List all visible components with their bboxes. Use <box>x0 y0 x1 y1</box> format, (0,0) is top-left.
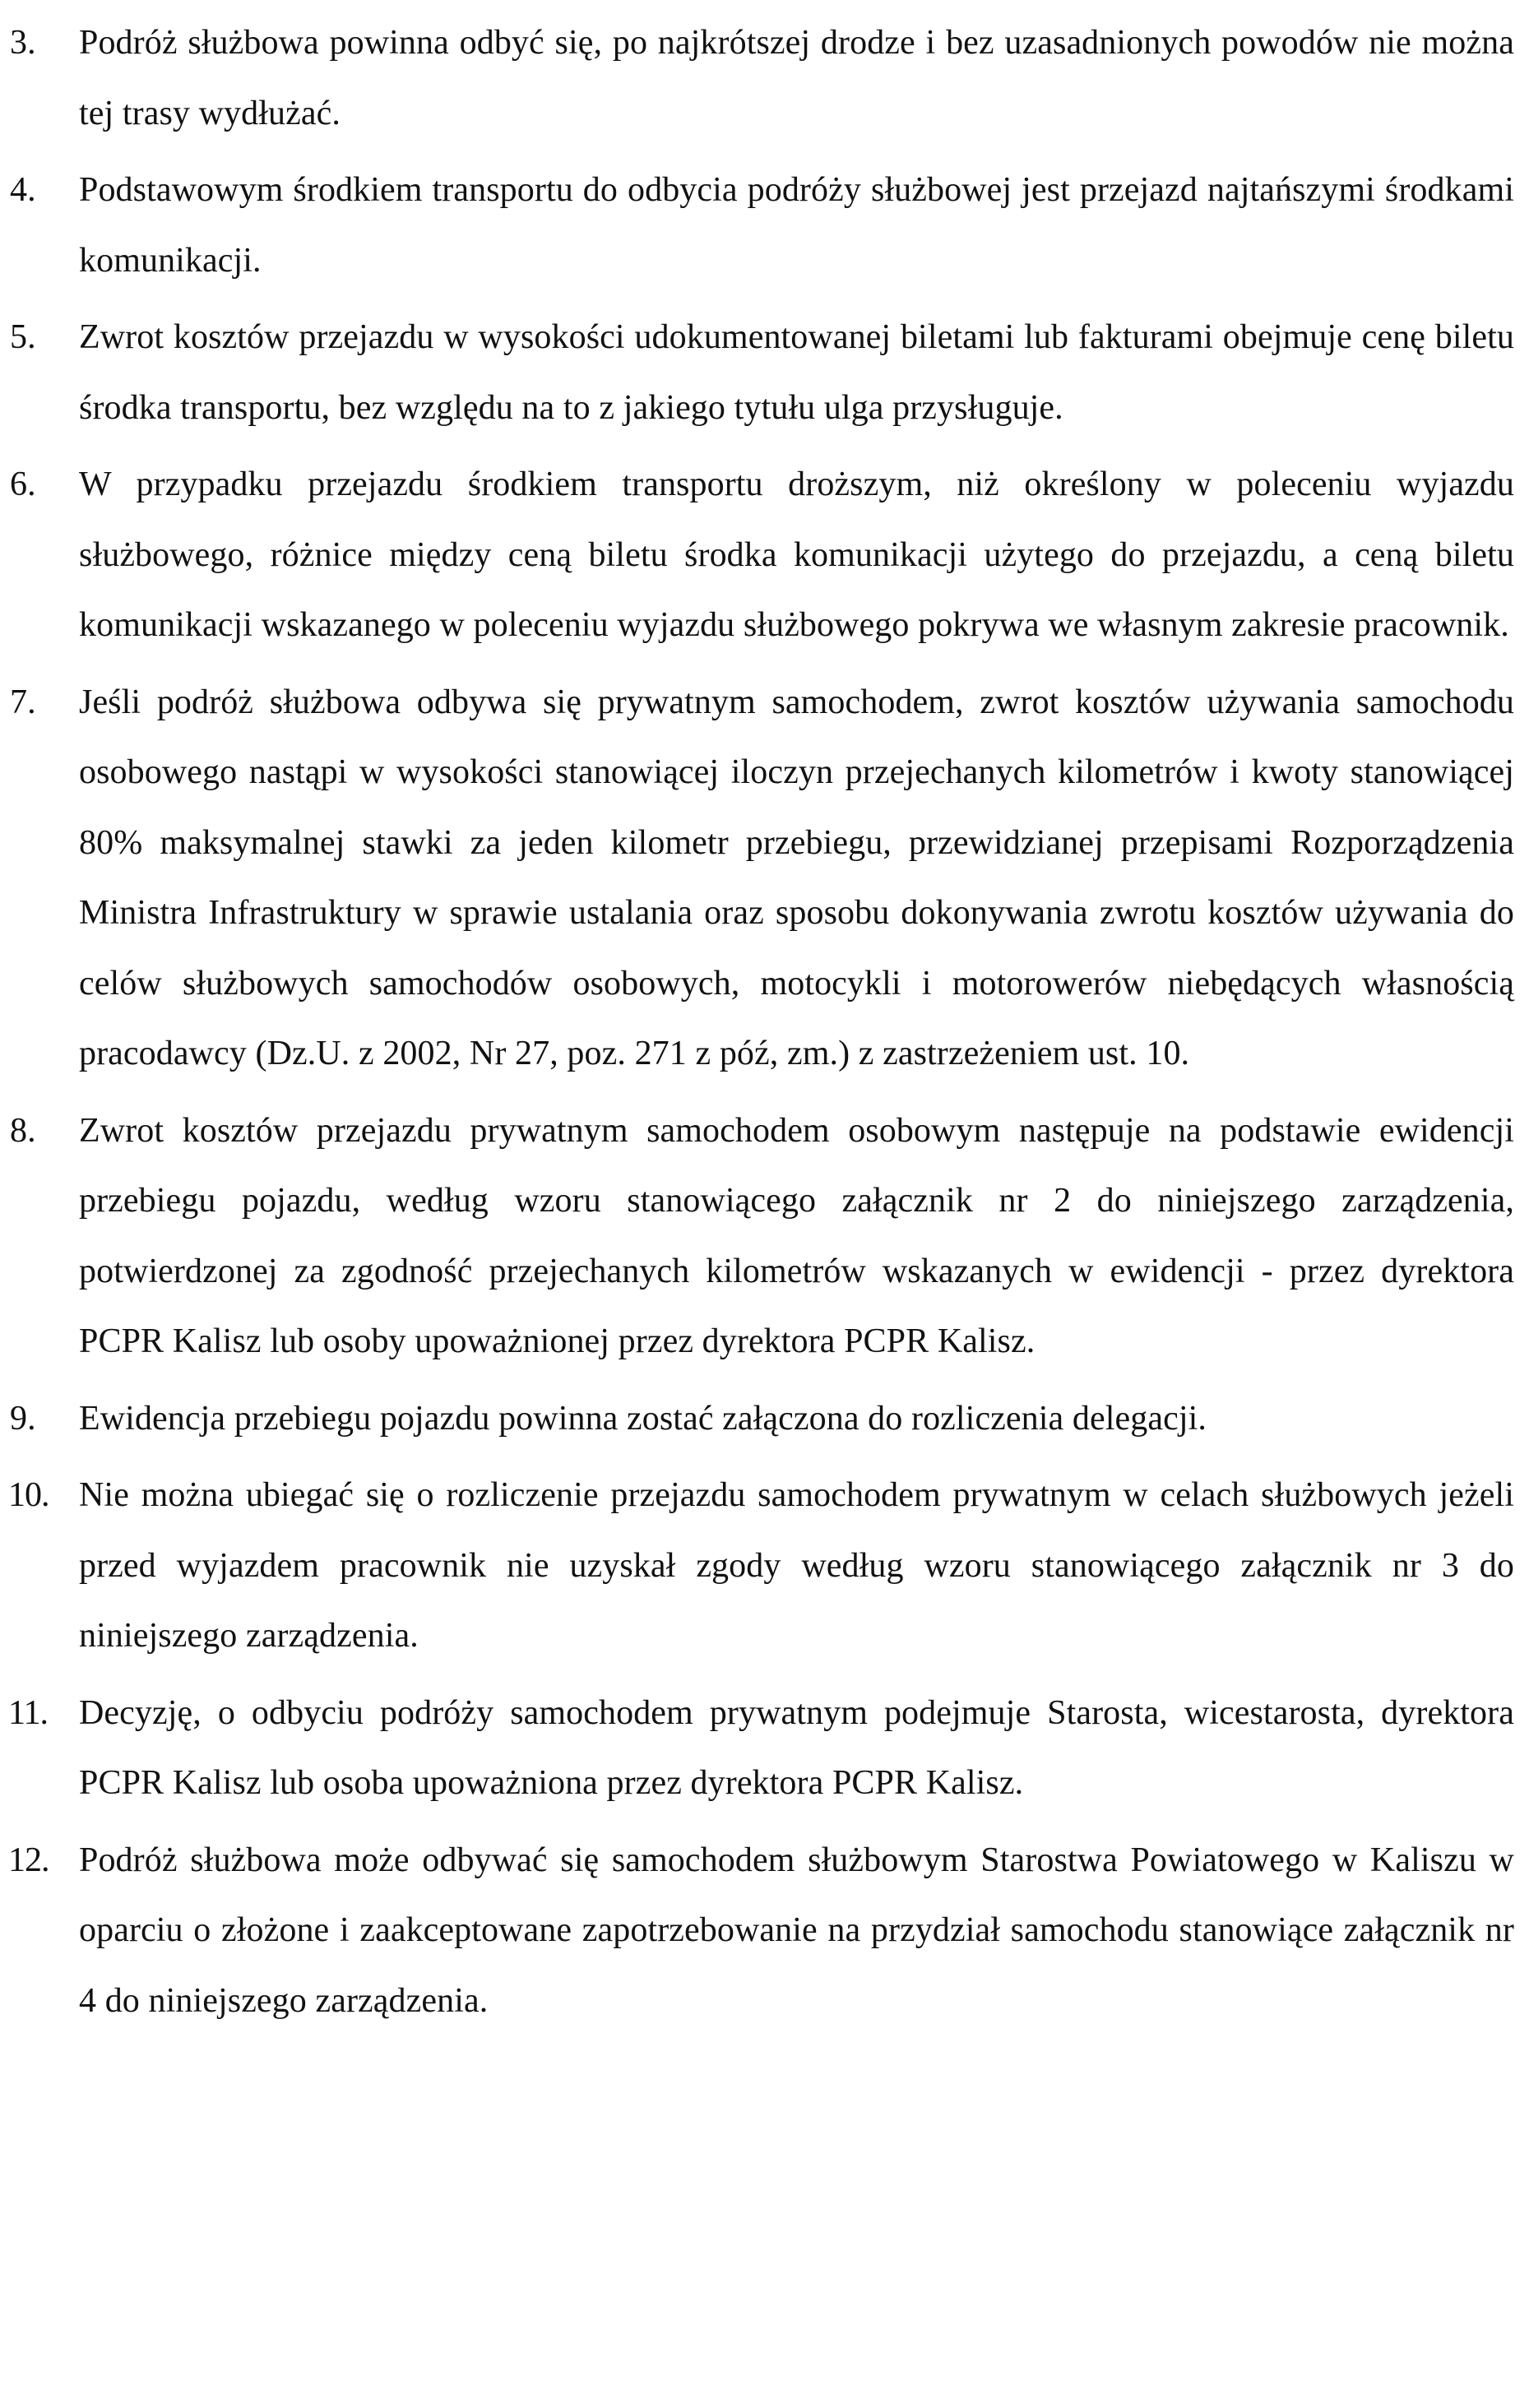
item-number: 6. <box>10 465 36 503</box>
list-item <box>0 8 1529 149</box>
item-number: 4. <box>10 171 36 209</box>
list-item <box>0 1461 1529 1672</box>
item-number: 10. <box>8 1476 49 1514</box>
list-item <box>0 1826 1529 2037</box>
item-number: 11. <box>8 1693 48 1732</box>
item-text: W przypadku przejazdu środkiem transportu droższym, niż określony w poleceniu wyjazdu służbowego, różnice między ceną biletu środka komunikacji użytego do przejazdu, a ceną biletu komunikacji wskazanego w poleceniu wyjazdu służbowego pokrywa we własnym zakresie pracownik. <box>79 465 1514 644</box>
item-number: 3. <box>10 24 36 62</box>
list-item <box>0 155 1529 296</box>
item-text: Nie można ubiegać się o rozliczenie przejazdu samochodem prywatnym w celach służbowych jeżeli przed wyjazdem pracownik nie uzyskał zgody według wzoru stanowiącego załącznik nr 3 do niniejszego zarządzenia. <box>79 1476 1514 1655</box>
item-number: 9. <box>10 1399 36 1438</box>
item-text: Jeśli podróż służbowa odbywa się prywatnym samochodem, zwrot kosztów używania samochodu osobowego nastąpi w wysokości stanowiącej iloczyn przejechanych kilometrów i kwoty stanowiącej 80% maksymalnej stawki za jeden kilometr przebiegu, przewidzianej przepisami Rozporządzenia Ministra Infrastruktury w sprawie ustalania oraz sposobu dokonywania zwrotu kosztów używania do celów służbowych samochodów osobowych, motocykli i motorowerów niebędących własnością pracodawcy (Dz.U. z 2002, Nr 27, poz. 271 z póź, zm.) z zastrzeżeniem ust. 10. <box>79 683 1514 1072</box>
list-item <box>0 668 1529 1090</box>
list-item <box>0 1679 1529 1819</box>
item-text: Ewidencja przebiegu pojazdu powinna zostać załączona do rozliczenia delegacji. <box>79 1399 1207 1438</box>
list-item <box>0 1096 1529 1378</box>
list-item <box>0 1384 1529 1455</box>
item-number: 8. <box>10 1111 36 1150</box>
item-text: Podróż służbowa może odbywać się samochodem służbowym Starostwa Powiatowego w Kaliszu w oparciu o złożone i zaakceptowane zapotrzebowanie na przydział samochodu stanowiące załącznik nr 4 do niniejszego zarządzenia. <box>79 1841 1514 2020</box>
item-text: Decyzję, o odbyciu podróży samochodem prywatnym podejmuje Starosta, wicestarosta, dyrektora PCPR Kalisz lub osoba upoważniona przez dyrektora PCPR Kalisz. <box>79 1693 1514 1802</box>
item-text: Podstawowym środkiem transportu do odbycia podróży służbowej jest przejazd najtańszymi środkami komunikacji. <box>79 171 1514 280</box>
item-text: Zwrot kosztów przejazdu w wysokości udokumentowanej biletami lub fakturami obejmuje cenę biletu środka transportu, bez względu na to z jakiego tytułu ulga przysługuje. <box>79 318 1514 427</box>
item-text: Podróż służbowa powinna odbyć się, po najkrótszej drodze i bez uzasadnionych powodów nie można tej trasy wydłużać. <box>79 24 1514 132</box>
list-item <box>0 450 1529 661</box>
regulation-list <box>0 8 1529 2043</box>
item-text: Zwrot kosztów przejazdu prywatnym samochodem osobowym następuje na podstawie ewidencji przebiegu pojazdu, według wzoru stanowiącego załącznik nr 2 do niniejszego zarządzenia, potwierdzonej za zgodność przejechanych kilometrów wskazanych w ewidencji - przez dyrektora PCPR Kalisz lub osoby upoważnionej przez dyrektora PCPR Kalisz. <box>79 1111 1514 1360</box>
item-number: 7. <box>10 683 36 721</box>
item-number: 12. <box>8 1841 49 1879</box>
list-item <box>0 303 1529 443</box>
item-number: 5. <box>10 318 36 356</box>
